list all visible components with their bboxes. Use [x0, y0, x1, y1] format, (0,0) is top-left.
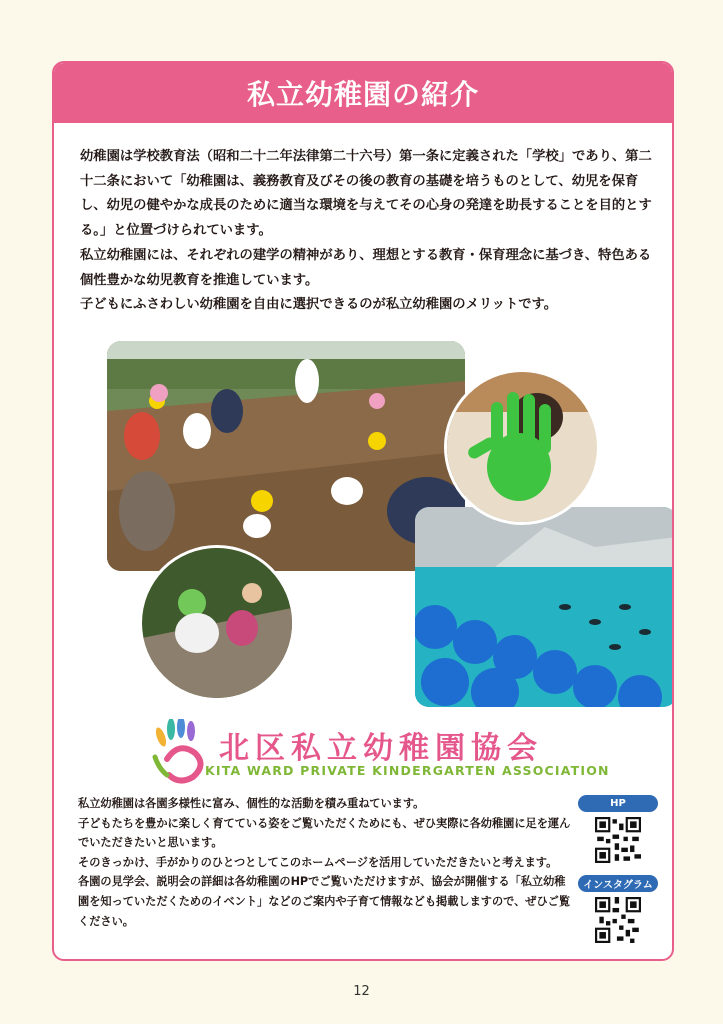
instagram-qr-code-icon[interactable] [595, 897, 641, 943]
photo-potato-digging [107, 341, 465, 571]
photo-aquarium-penguins [415, 507, 674, 707]
page-number: 12 [353, 984, 370, 999]
instagram-qr-label: インスタグラム [578, 875, 658, 892]
hp-qr-code-icon[interactable] [595, 817, 641, 863]
hand-logo-icon [149, 719, 219, 789]
intro-text [80, 145, 656, 318]
hp-qr-label: HP [578, 795, 658, 812]
intro-paragraph: 子どもにふさわしい幼稚園を自由に選択できるのが私立幼稚園のメリットです。 [80, 297, 558, 313]
intro-paragraph: 私立幼稚園には、それぞれの建学の精神があり、理想とする教育・保育理念に基づき、特色ある個性豊かな幼児教育を推進しています。 [80, 247, 652, 288]
photo-child-climbing [139, 545, 295, 701]
intro-paragraph: 幼稚園は学校教育法（昭和二十二年法律第二十六号）第一条に定義された「学校」であり、第二十二条において「幼稚園は、義務教育及びその後の教育の基礎を培うものとして、幼児を保育し、幼児の健やかな成長のために適当な環境を与えてその心身の発達を助長することを目的とする。」と位置づけられています。 [80, 149, 652, 239]
page-title: 私立幼稚園の紹介 [54, 63, 672, 123]
association-name-en: KITA WARD PRIVATE KINDERGARTEN ASSOCIATION [205, 763, 610, 778]
message-paragraph: そのきっかけ、手がかりのひとつとしてこのホームページを活用していただきたいと考えます。 [78, 855, 558, 869]
association-name: 北区私立幼稚園協会 [219, 731, 543, 766]
intro-card [52, 61, 674, 961]
association-message [78, 794, 574, 931]
message-paragraph: 私立幼稚園は各園多様性に富み、個性的な活動を積み重ねています。 [78, 797, 425, 810]
association-logo [149, 719, 610, 789]
message-paragraph: 各園の見学会、説明会の詳細は各幼稚園のHPでご覧いただけますが、協会が開催する「私立幼稚園を知っていただくためのイベント」などのご案内や子育て情報なども掲載しますので、ぜひご覧ください。 [78, 875, 571, 928]
message-paragraph: 子どもたちを豊かに楽しく育てている姿をご覧いただくためにも、ぜひ実際に各幼稚園に足を運んでいただきたいと思います。 [78, 816, 571, 850]
photo-green-hand [444, 369, 600, 525]
